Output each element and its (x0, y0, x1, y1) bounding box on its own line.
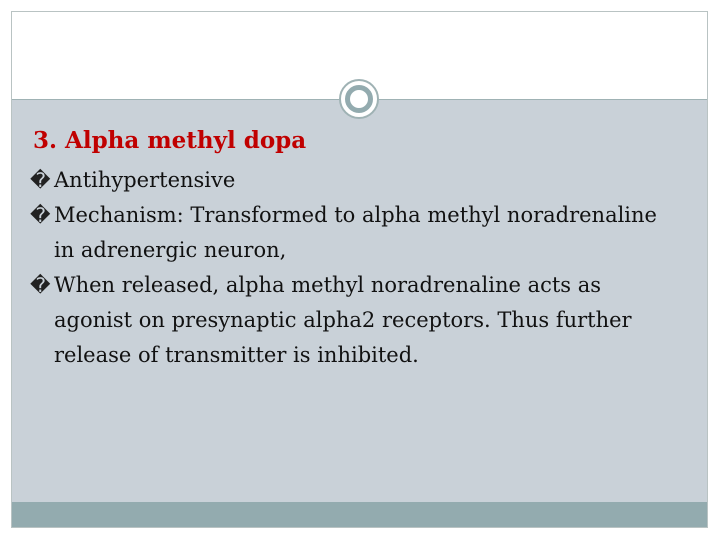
bullet-list (30, 163, 680, 373)
bullet-text: When released, alpha methyl noradrenaline acts as agonist on presynaptic alpha2 receptors. Thus further release of transmitter is inhibited. (54, 273, 632, 367)
circle-ornament-icon (339, 79, 379, 119)
footer-bar (12, 502, 707, 527)
bullet-item (30, 198, 680, 268)
bullet-item (30, 268, 680, 373)
bullet-icon: � (30, 203, 51, 227)
bullet-item (30, 163, 680, 198)
slide-title: 3. Alpha methyl dopa (33, 127, 307, 154)
bullet-icon: � (30, 273, 51, 297)
bullet-icon: � (30, 168, 51, 192)
bullet-text: Mechanism: Transformed to alpha methyl noradrenaline in adrenergic neuron, (54, 203, 657, 262)
bullet-text: Antihypertensive (54, 168, 236, 192)
